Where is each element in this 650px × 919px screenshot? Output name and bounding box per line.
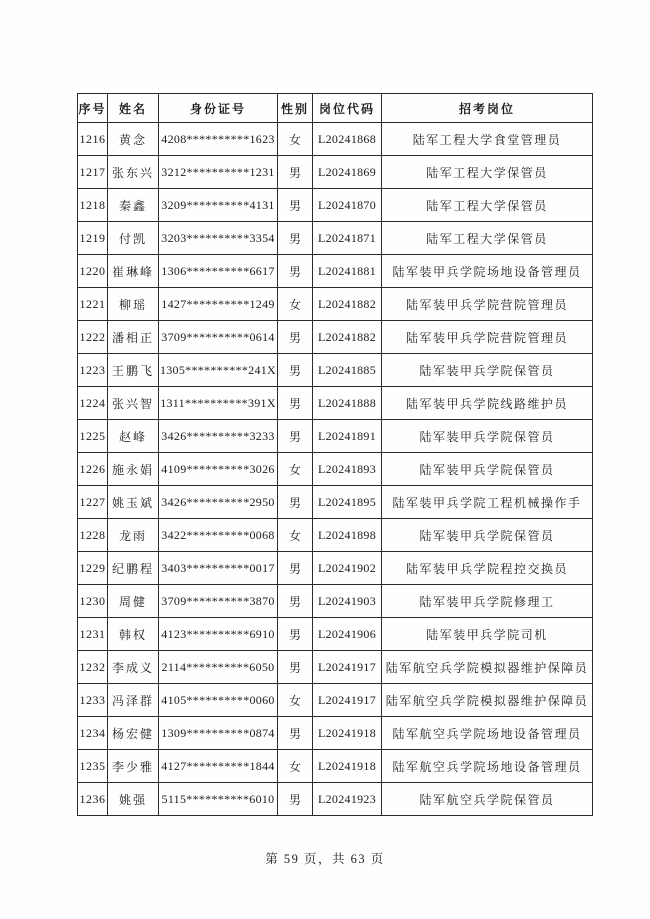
cell-gender: 男 bbox=[278, 156, 313, 189]
cell-id: 3709**********0614 bbox=[159, 321, 278, 354]
cell-id: 4123**********6910 bbox=[159, 618, 278, 651]
cell-name: 张东兴 bbox=[108, 156, 159, 189]
cell-position: 陆军航空兵学院场地设备管理员 bbox=[382, 717, 593, 750]
cell-name: 施永娟 bbox=[108, 453, 159, 486]
cell-id: 3212**********1231 bbox=[159, 156, 278, 189]
column-header-code: 岗位代码 bbox=[313, 94, 382, 123]
cell-code: L20241898 bbox=[313, 519, 382, 552]
cell-name: 王鹏飞 bbox=[108, 354, 159, 387]
cell-no: 1232 bbox=[78, 651, 108, 684]
cell-code: L20241893 bbox=[313, 453, 382, 486]
cell-no: 1231 bbox=[78, 618, 108, 651]
cell-position: 陆军工程大学保管员 bbox=[382, 156, 593, 189]
cell-id: 3209**********4131 bbox=[159, 189, 278, 222]
cell-no: 1223 bbox=[78, 354, 108, 387]
table-row bbox=[78, 783, 593, 816]
cell-code: L20241882 bbox=[313, 288, 382, 321]
cell-id: 3426**********2950 bbox=[159, 486, 278, 519]
cell-gender: 女 bbox=[278, 519, 313, 552]
cell-code: L20241885 bbox=[313, 354, 382, 387]
column-header-position: 招考岗位 bbox=[382, 94, 593, 123]
cell-gender: 男 bbox=[278, 651, 313, 684]
cell-name: 李成义 bbox=[108, 651, 159, 684]
cell-gender: 女 bbox=[278, 123, 313, 156]
cell-id: 4127**********1844 bbox=[159, 750, 278, 783]
cell-code: L20241902 bbox=[313, 552, 382, 585]
cell-name: 秦鑫 bbox=[108, 189, 159, 222]
cell-name: 张兴智 bbox=[108, 387, 159, 420]
cell-name: 崔琳峰 bbox=[108, 255, 159, 288]
cell-code: L20241882 bbox=[313, 321, 382, 354]
cell-gender: 女 bbox=[278, 453, 313, 486]
cell-gender: 男 bbox=[278, 783, 313, 816]
cell-name: 黄念 bbox=[108, 123, 159, 156]
cell-gender: 男 bbox=[278, 585, 313, 618]
table-row bbox=[78, 189, 593, 222]
cell-no: 1218 bbox=[78, 189, 108, 222]
table-header bbox=[78, 94, 593, 123]
roster-table bbox=[77, 93, 593, 816]
cell-no: 1230 bbox=[78, 585, 108, 618]
cell-gender: 男 bbox=[278, 222, 313, 255]
cell-code: L20241918 bbox=[313, 717, 382, 750]
cell-name: 冯泽群 bbox=[108, 684, 159, 717]
cell-gender: 女 bbox=[278, 684, 313, 717]
cell-name: 付凯 bbox=[108, 222, 159, 255]
page-number: 第 59 页，共 63 页 bbox=[265, 852, 385, 866]
cell-id: 3403**********0017 bbox=[159, 552, 278, 585]
cell-code: L20241918 bbox=[313, 750, 382, 783]
cell-position: 陆军装甲兵学院场地设备管理员 bbox=[382, 255, 593, 288]
cell-no: 1235 bbox=[78, 750, 108, 783]
cell-code: L20241923 bbox=[313, 783, 382, 816]
cell-name: 韩权 bbox=[108, 618, 159, 651]
table-row bbox=[78, 255, 593, 288]
cell-id: 1427**********1249 bbox=[159, 288, 278, 321]
table-row bbox=[78, 585, 593, 618]
cell-position: 陆军装甲兵学院司机 bbox=[382, 618, 593, 651]
table-row bbox=[78, 156, 593, 189]
table-row bbox=[78, 717, 593, 750]
table-row bbox=[78, 618, 593, 651]
cell-id: 1306**********6617 bbox=[159, 255, 278, 288]
cell-position: 陆军装甲兵学院程控交换员 bbox=[382, 552, 593, 585]
cell-position: 陆军装甲兵学院营院管理员 bbox=[382, 321, 593, 354]
table-row bbox=[78, 519, 593, 552]
cell-position: 陆军装甲兵学院修理工 bbox=[382, 585, 593, 618]
column-header-id: 身份证号 bbox=[159, 94, 278, 123]
cell-position: 陆军工程大学食堂管理员 bbox=[382, 123, 593, 156]
cell-id: 4208**********1623 bbox=[159, 123, 278, 156]
cell-gender: 男 bbox=[278, 618, 313, 651]
cell-gender: 女 bbox=[278, 288, 313, 321]
table-row bbox=[78, 651, 593, 684]
column-header-gender: 性别 bbox=[278, 94, 313, 123]
table-row bbox=[78, 288, 593, 321]
cell-position: 陆军航空兵学院模拟器维护保障员 bbox=[382, 651, 593, 684]
cell-code: L20241906 bbox=[313, 618, 382, 651]
cell-position: 陆军航空兵学院场地设备管理员 bbox=[382, 750, 593, 783]
cell-position: 陆军工程大学保管员 bbox=[382, 189, 593, 222]
cell-no: 1226 bbox=[78, 453, 108, 486]
table-row bbox=[78, 750, 593, 783]
header-row bbox=[78, 94, 593, 123]
table-row bbox=[78, 420, 593, 453]
table-row bbox=[78, 453, 593, 486]
cell-no: 1222 bbox=[78, 321, 108, 354]
cell-no: 1228 bbox=[78, 519, 108, 552]
cell-gender: 男 bbox=[278, 420, 313, 453]
cell-position: 陆军装甲兵学院保管员 bbox=[382, 354, 593, 387]
column-header-name: 姓名 bbox=[108, 94, 159, 123]
cell-no: 1227 bbox=[78, 486, 108, 519]
cell-code: L20241870 bbox=[313, 189, 382, 222]
cell-position: 陆军航空兵学院模拟器维护保障员 bbox=[382, 684, 593, 717]
cell-gender: 男 bbox=[278, 321, 313, 354]
cell-code: L20241917 bbox=[313, 651, 382, 684]
cell-code: L20241871 bbox=[313, 222, 382, 255]
cell-position: 陆军装甲兵学院工程机械操作手 bbox=[382, 486, 593, 519]
table-row bbox=[78, 321, 593, 354]
cell-name: 潘相正 bbox=[108, 321, 159, 354]
cell-position: 陆军航空兵学院保管员 bbox=[382, 783, 593, 816]
cell-position: 陆军装甲兵学院营院管理员 bbox=[382, 288, 593, 321]
cell-id: 1305**********241X bbox=[159, 354, 278, 387]
cell-id: 4105**********0060 bbox=[159, 684, 278, 717]
column-header-no: 序号 bbox=[78, 94, 108, 123]
cell-no: 1225 bbox=[78, 420, 108, 453]
cell-no: 1233 bbox=[78, 684, 108, 717]
cell-name: 龙雨 bbox=[108, 519, 159, 552]
cell-name: 姚玉斌 bbox=[108, 486, 159, 519]
cell-code: L20241868 bbox=[313, 123, 382, 156]
table-row bbox=[78, 684, 593, 717]
cell-name: 周健 bbox=[108, 585, 159, 618]
table-row bbox=[78, 552, 593, 585]
cell-code: L20241903 bbox=[313, 585, 382, 618]
table-row bbox=[78, 354, 593, 387]
cell-id: 1311**********391X bbox=[159, 387, 278, 420]
cell-id: 3203**********3354 bbox=[159, 222, 278, 255]
cell-gender: 男 bbox=[278, 189, 313, 222]
cell-code: L20241881 bbox=[313, 255, 382, 288]
cell-position: 陆军装甲兵学院保管员 bbox=[382, 453, 593, 486]
cell-code: L20241891 bbox=[313, 420, 382, 453]
cell-position: 陆军装甲兵学院保管员 bbox=[382, 519, 593, 552]
cell-no: 1221 bbox=[78, 288, 108, 321]
cell-no: 1224 bbox=[78, 387, 108, 420]
cell-gender: 男 bbox=[278, 387, 313, 420]
cell-id: 4109**********3026 bbox=[159, 453, 278, 486]
cell-name: 赵峰 bbox=[108, 420, 159, 453]
cell-name: 柳瑶 bbox=[108, 288, 159, 321]
cell-no: 1217 bbox=[78, 156, 108, 189]
cell-gender: 男 bbox=[278, 486, 313, 519]
cell-id: 3709**********3870 bbox=[159, 585, 278, 618]
cell-no: 1220 bbox=[78, 255, 108, 288]
cell-no: 1234 bbox=[78, 717, 108, 750]
cell-gender: 男 bbox=[278, 255, 313, 288]
table-row bbox=[78, 486, 593, 519]
cell-gender: 女 bbox=[278, 750, 313, 783]
cell-position: 陆军装甲兵学院线路维护员 bbox=[382, 387, 593, 420]
cell-no: 1216 bbox=[78, 123, 108, 156]
table-row bbox=[78, 222, 593, 255]
cell-id: 3426**********3233 bbox=[159, 420, 278, 453]
cell-gender: 男 bbox=[278, 354, 313, 387]
table-row bbox=[78, 123, 593, 156]
cell-name: 杨宏健 bbox=[108, 717, 159, 750]
cell-name: 姚强 bbox=[108, 783, 159, 816]
cell-gender: 男 bbox=[278, 552, 313, 585]
cell-position: 陆军工程大学保管员 bbox=[382, 222, 593, 255]
cell-id: 5115**********6010 bbox=[159, 783, 278, 816]
cell-code: L20241895 bbox=[313, 486, 382, 519]
cell-no: 1219 bbox=[78, 222, 108, 255]
table-row bbox=[78, 387, 593, 420]
cell-no: 1236 bbox=[78, 783, 108, 816]
cell-gender: 男 bbox=[278, 717, 313, 750]
cell-no: 1229 bbox=[78, 552, 108, 585]
cell-code: L20241917 bbox=[313, 684, 382, 717]
cell-id: 3422**********0068 bbox=[159, 519, 278, 552]
cell-id: 2114**********6050 bbox=[159, 651, 278, 684]
cell-position: 陆军装甲兵学院保管员 bbox=[382, 420, 593, 453]
cell-code: L20241869 bbox=[313, 156, 382, 189]
table-body bbox=[78, 123, 593, 816]
cell-name: 纪鹏程 bbox=[108, 552, 159, 585]
cell-name: 李少雅 bbox=[108, 750, 159, 783]
cell-id: 1309**********0874 bbox=[159, 717, 278, 750]
cell-code: L20241888 bbox=[313, 387, 382, 420]
